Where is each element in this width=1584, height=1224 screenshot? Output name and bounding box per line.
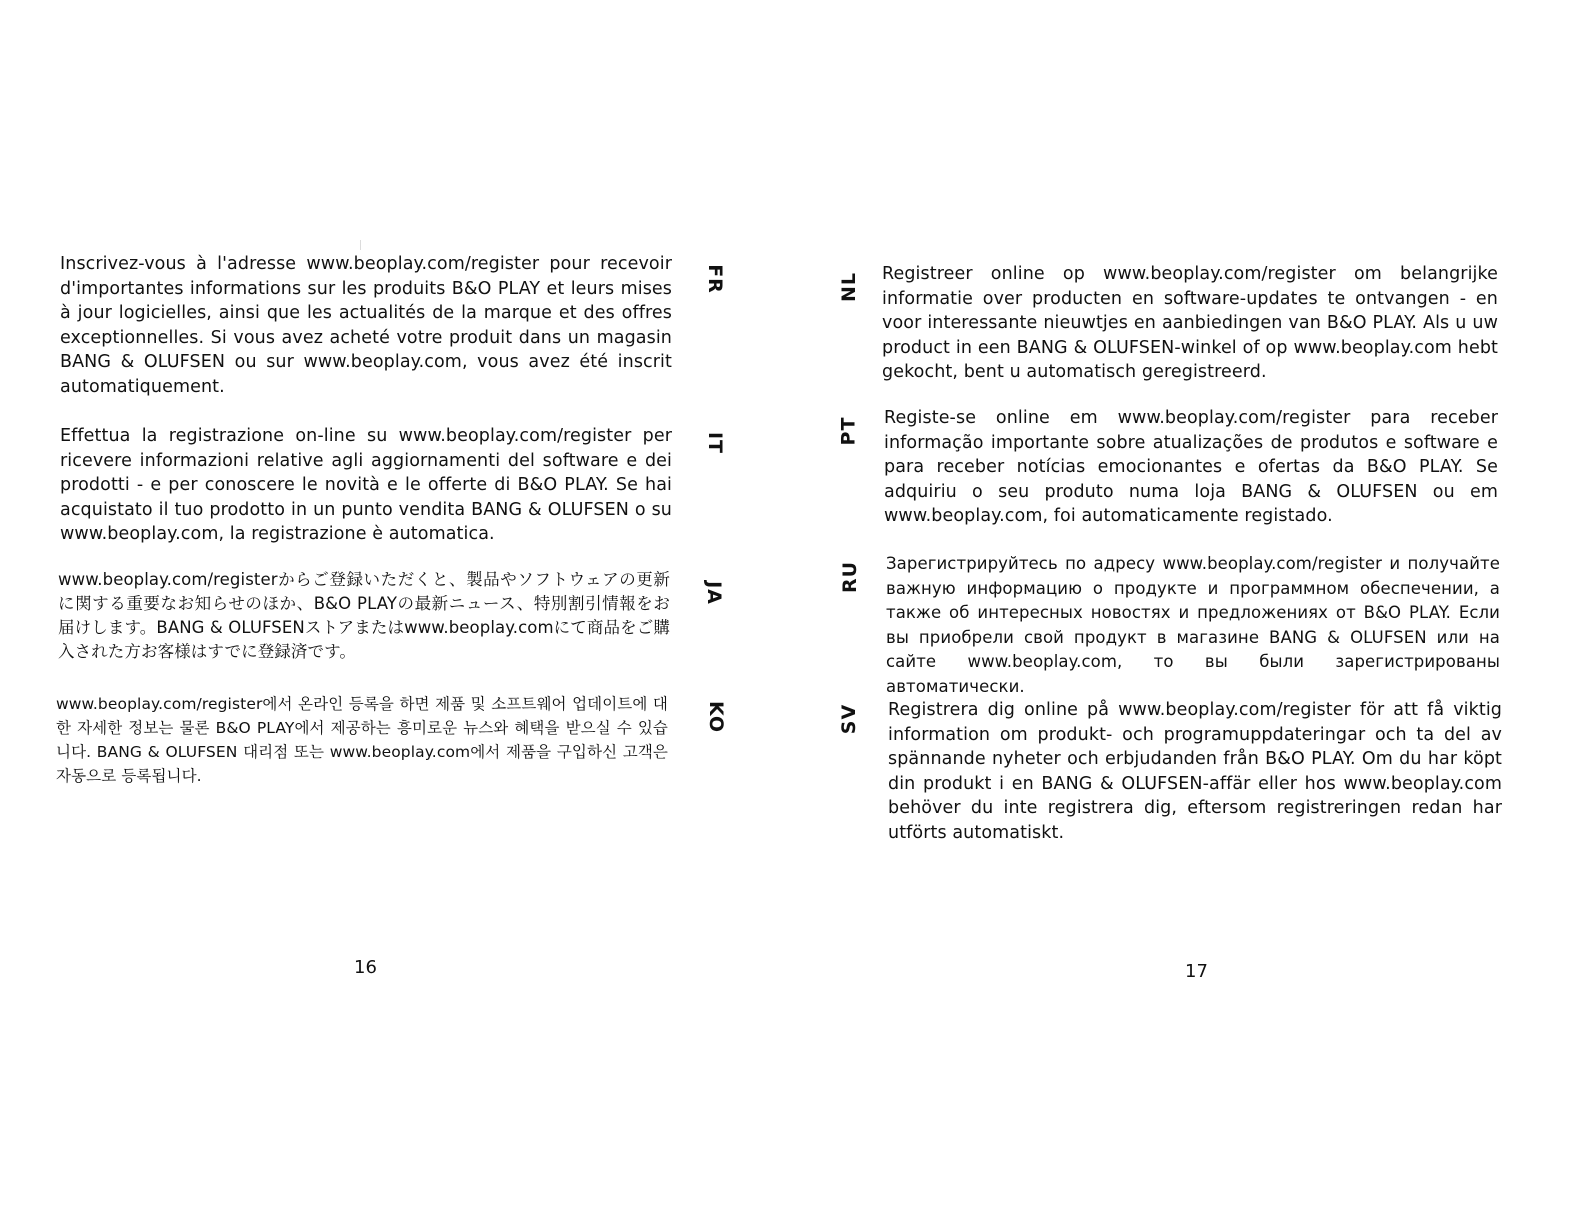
ja-paragraph: www.beoplay.com/registerからご登録いただくと、製品やソフトウェアの更新に関する重要なお知らせのほか、B&O PLAYの最新ニュース、特別割引情報をお届けします。BANG & OLUFSENストアまたはwww.beoplay.comにて商品をご購入された方お客様はすでに登録済です。: [58, 570, 670, 661]
nl-paragraph: Registreer online op www.beoplay.com/register om belangrijke informatie over producten en software-updates te ontvangen - en voor interessante nieuwtjes en aanbiedingen van B&O PLAY. Als u uw product in een BANG & OLUFSEN-winkel of op www.beoplay.com hebt gekocht, bent u automatisch geregistreerd.: [882, 264, 1498, 382]
sv-paragraph: Registrera dig online på www.beoplay.com/register för att få viktig information om produkt- och programuppdateringar och ta del av spännande nyheter och erbjudanden från B&O PLAY. Om du har köpt din produkt i en BANG & OLUFSEN-affär eller hos www.beoplay.com behöver du inte registrera dig, eftersom registreringen redan har utförts automatiskt.: [888, 700, 1502, 843]
page-number: 17: [1185, 961, 1208, 982]
pt-language-tag: PT: [837, 416, 860, 446]
fold-mark: [360, 240, 361, 250]
ru-language-tag: RU: [839, 560, 862, 594]
nl-language-tag: NL: [838, 271, 861, 303]
it-language-tag: IT: [704, 431, 727, 455]
page-number: 16: [354, 957, 377, 978]
pt-paragraph: Registe-se online em www.beoplay.com/register para receber informação importante sobre atualizações de produtos e software e para receber notícias emocionantes e ofertas da B&O PLAY. Se adquiriu o seu produto numa loja BANG & OLUFSEN ou em www.beoplay.com, foi automaticamente registado.: [884, 408, 1498, 526]
ko-language-tag: KO: [705, 700, 728, 734]
it-paragraph: Effettua la registrazione on-line su www.beoplay.com/register per ricevere informazioni relative agli aggiornamenti del software e dei prodotti - e per conoscere le novità e le offerte di B&O PLAY. Se hai acquistato il tuo prodotto in un punto vendita BANG & OLUFSEN o su www.beoplay.com, la registrazione è automatica.: [60, 426, 672, 544]
ru-paragraph: Зарегистрируйтесь по адресу www.beoplay.com/register и получайте важную информацию о продукте и программном обеспечении, а также об интересных новостях и предложениях от B&O PLAY. Если вы приобрели свой продукт в магазине BANG & OLUFSEN или на сайте www.beoplay.com, то вы были зарегистрированы автоматически.: [886, 554, 1500, 696]
right-page: [792, 0, 1584, 1224]
fr-paragraph: Inscrivez-vous à l'adresse www.beoplay.com/register pour recevoir d'importantes informations sur les produits B&O PLAY et leurs mises à jour logicielles, ainsi que les actualités de la marque et des offres exceptionnelles. Si vous avez acheté votre produit dans un magasin BANG & OLUFSEN ou sur www.beoplay.com, vous avez été inscrit automatiquement.: [60, 254, 672, 397]
ko-paragraph: www.beoplay.com/register에서 온라인 등록을 하면 제품 및 소프트웨어 업데이트에 대한 자세한 정보는 물론 B&O PLAY에서 제공하는 흥미로운 뉴스와 혜택을 받으실 수 있습니다. BANG & OLUFSEN 대리점 또는 www.beoplay.com에서 제품을 구입하신 고객은 자동으로 등록됩니다.: [56, 695, 668, 785]
sv-language-tag: SV: [838, 703, 861, 735]
fr-language-tag: FR: [703, 264, 726, 294]
ja-language-tag: JA: [702, 581, 725, 605]
